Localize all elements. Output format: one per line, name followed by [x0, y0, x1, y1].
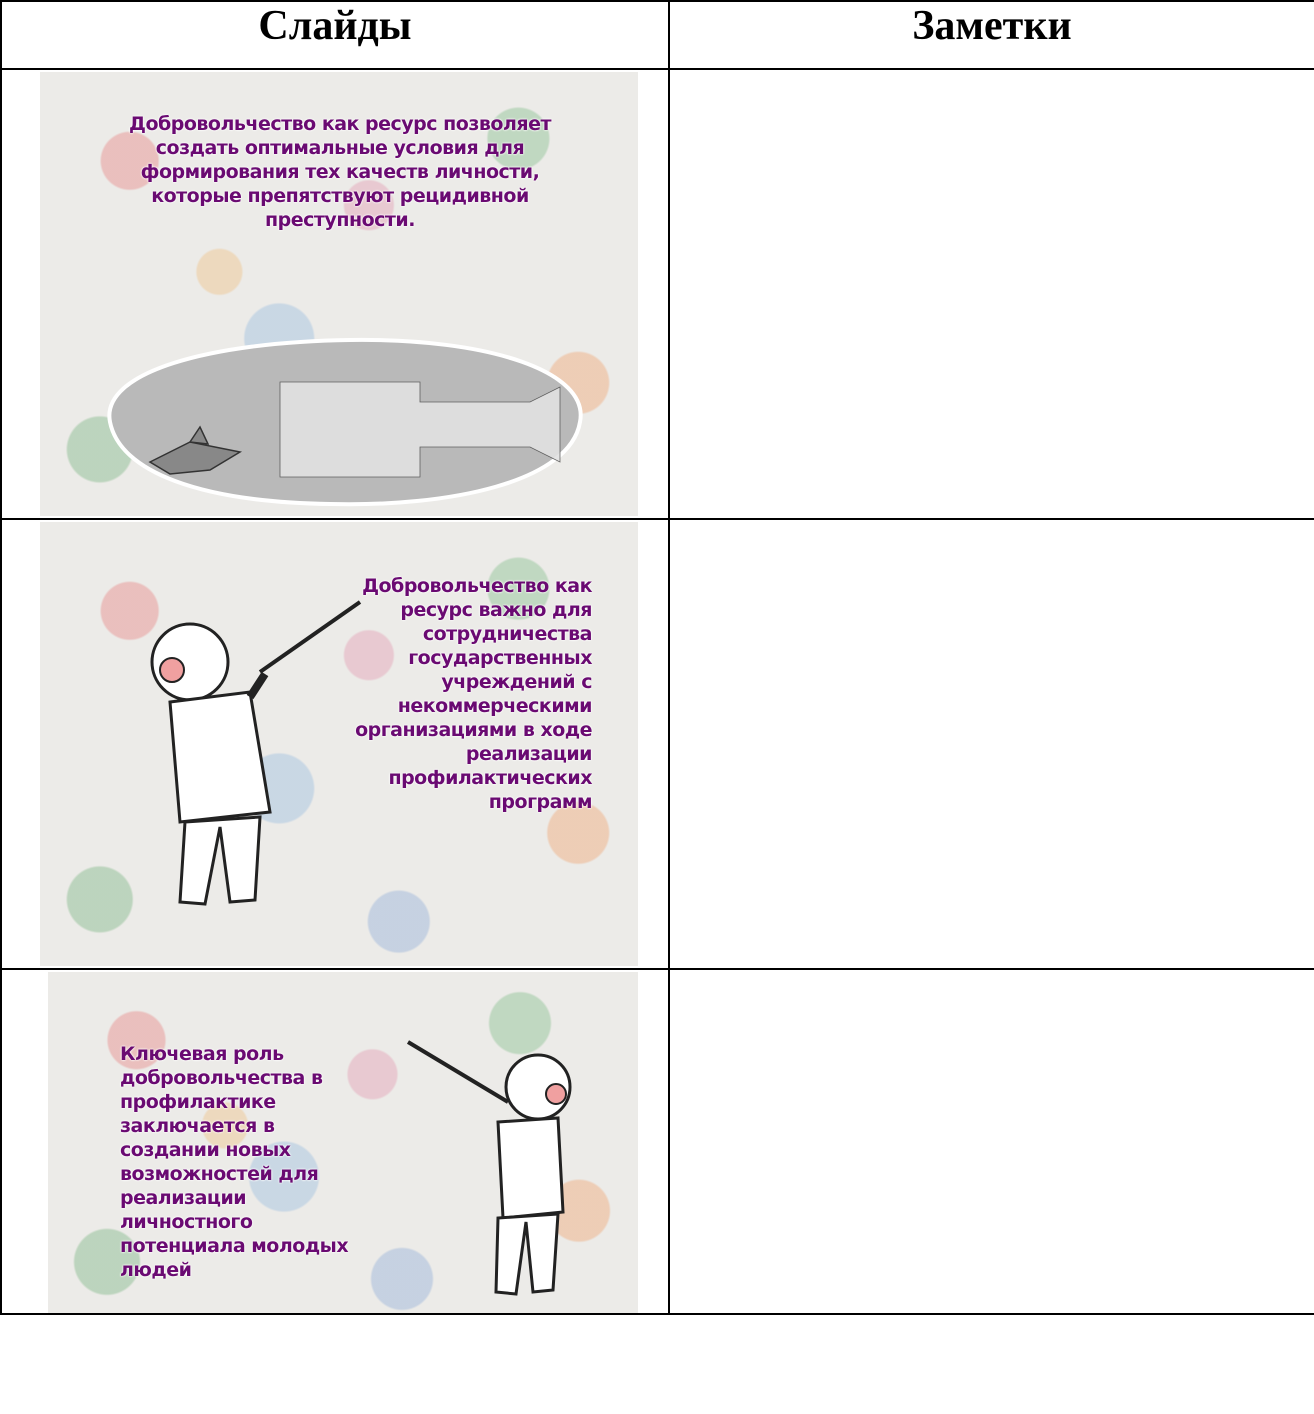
- slide-3-text: Ключевая роль добровольчества в профилактике заключается в создании новых возможностей для реализации личностного потенциала молодых людей: [120, 1043, 349, 1281]
- slide-cell-2: [1, 519, 669, 969]
- notes-cell-1[interactable]: [669, 69, 1314, 519]
- header-row: [1, 1, 1314, 69]
- slide-cell-3: [1, 969, 669, 1314]
- slides-column-header: Слайды: [1, 1, 669, 69]
- notes-cell-2[interactable]: [669, 519, 1314, 969]
- notes-cell-3[interactable]: [669, 969, 1314, 1314]
- slide-thumbnail-1[interactable]: [40, 72, 638, 516]
- slide-cell-1: [1, 69, 669, 519]
- slide-thumbnail-2[interactable]: [40, 522, 638, 966]
- slide-row-2: [1, 519, 1314, 969]
- slide-row-3: [1, 969, 1314, 1314]
- cartoon-boy-illustration: [110, 582, 370, 942]
- slide-2-text: Добровольчество как ресурс важно для сотрудничества государственных учреждений с некоммерческими организациями в ходе реализации профилактических программ: [355, 575, 592, 813]
- slide-1-text: Добровольчество как ресурс позволяет создать оптимальные условия для формирования тех качеств личности, которые препятствуют рецидивной преступности.: [129, 113, 551, 231]
- slide-row-1: [1, 69, 1314, 519]
- notes-column-header: Заметки: [669, 1, 1314, 69]
- shark-and-fish-illustration: [90, 312, 590, 512]
- cartoon-boy-illustration: [398, 1022, 598, 1312]
- slide-thumbnail-3[interactable]: [48, 972, 638, 1313]
